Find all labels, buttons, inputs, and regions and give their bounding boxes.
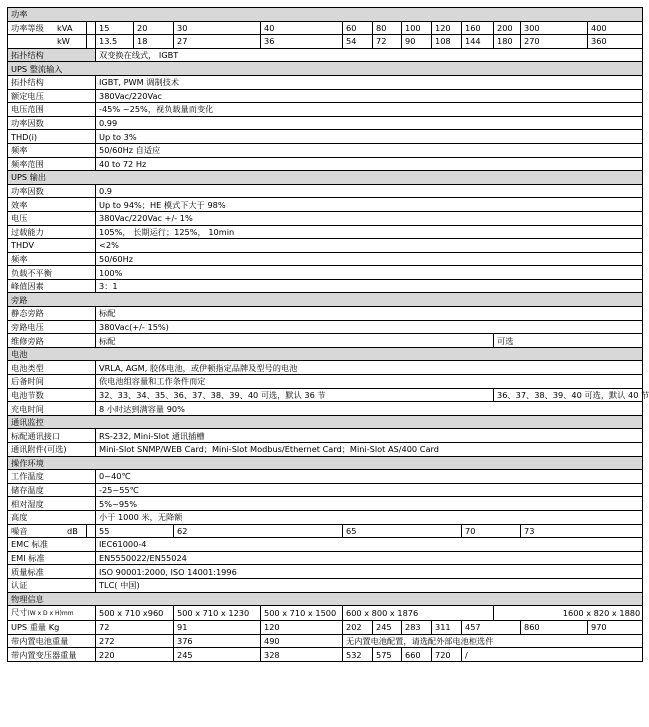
cell: 依电池组容量和工作条件而定	[96, 375, 643, 389]
cell: 标配	[96, 334, 494, 348]
cell: Up to 3%	[96, 130, 643, 144]
row-label: UPS 重量 Kg	[8, 621, 96, 635]
cell: 72	[373, 35, 402, 49]
row-label: 过载能力	[8, 225, 96, 239]
cell: 575	[373, 648, 402, 662]
topology-row	[8, 48, 643, 62]
spec-row	[8, 578, 643, 592]
cell: 120	[432, 21, 462, 35]
spec-row	[8, 89, 643, 103]
spec-row	[8, 307, 643, 321]
cell	[87, 524, 96, 538]
spec-row	[8, 266, 643, 280]
section-title: UPS 整流输入	[8, 62, 643, 76]
cell: 380Vac/220Vac +/- 1%	[96, 211, 643, 225]
spec-row	[8, 334, 643, 348]
row-label: 额定电压	[8, 89, 96, 103]
cell: 245	[373, 621, 402, 635]
cell: 245	[174, 648, 261, 662]
cell: 860	[521, 621, 588, 635]
cell: 220	[96, 648, 174, 662]
cell: 200	[494, 21, 521, 35]
row-label: 静态旁路	[8, 307, 96, 321]
cell: <2%	[96, 239, 643, 253]
cell: 标配	[96, 307, 643, 321]
row-label: 维修旁路	[8, 334, 96, 348]
spec-table	[7, 7, 649, 662]
cell: /	[462, 648, 643, 662]
row-label: THD(i)	[8, 130, 96, 144]
spec-row	[8, 239, 643, 253]
row-label: 频率	[8, 252, 96, 266]
section-title: 通讯监控	[8, 415, 643, 429]
spec-row	[8, 510, 643, 524]
cell: 457	[462, 621, 521, 635]
cell: 108	[432, 35, 462, 49]
cell: 32、33、34、35、36、37、38、39、40 可选，默认 36 节	[96, 388, 494, 402]
cell: 5%~95%	[96, 497, 643, 511]
cell: Mini-Slot SNMP/WEB Card；Mini-Slot Modbus/Ethernet Card；Mini-Slot AS/400 Card	[96, 443, 643, 457]
cell: 3：1	[96, 279, 643, 293]
transformer-weight-row	[8, 648, 643, 662]
spec-row	[8, 538, 643, 552]
row-label: 拓扑结构	[8, 48, 96, 62]
spec-row	[8, 279, 643, 293]
cell: 91	[174, 621, 261, 635]
cell: 20	[134, 21, 174, 35]
row-label: 电池节数	[8, 388, 96, 402]
cell: 27	[174, 35, 261, 49]
cell: EN5550022/EN55024	[96, 551, 643, 565]
row-label: EMI 标准	[8, 551, 96, 565]
cell: 80	[373, 21, 402, 35]
spec-row	[8, 565, 643, 579]
cell: -45% ~25%，视负载量而变化	[96, 103, 643, 117]
cell: 13.5	[96, 35, 134, 49]
spec-row	[8, 429, 643, 443]
cell: 180	[494, 35, 521, 49]
cell: 36	[261, 35, 343, 49]
cell: 380Vac/220Vac	[96, 89, 643, 103]
cell: 532	[343, 648, 373, 662]
row-label: 质量标准	[8, 565, 96, 579]
spec-row	[8, 443, 643, 457]
cell: 202	[343, 621, 373, 635]
section-ups-output	[8, 171, 643, 185]
cell: 65	[343, 524, 462, 538]
cell: 660	[402, 648, 432, 662]
section-title: 操作环境	[8, 456, 643, 470]
cell: 376	[174, 634, 261, 648]
spec-row	[8, 143, 643, 157]
section-ups-input	[8, 62, 643, 76]
spec-row	[8, 252, 643, 266]
cell: 490	[261, 634, 343, 648]
cell: 600 x 800 x 1876	[343, 606, 494, 621]
cell: 50/60Hz	[96, 252, 643, 266]
row-label: EMC 标准	[8, 538, 96, 552]
spec-row	[8, 184, 643, 198]
row-label: 充电时间	[8, 402, 96, 416]
row-label: THDV	[8, 239, 96, 253]
spec-row	[8, 388, 643, 402]
cell: 36、37、38、39、40 可选，默认 40 节	[494, 388, 643, 402]
spec-row	[8, 320, 643, 334]
spec-sheet	[7, 7, 649, 662]
section-bypass	[8, 293, 643, 307]
row-label: 工作温度	[8, 470, 96, 484]
row-label: 功率等级 kVA	[8, 21, 87, 35]
cell: -25~55℃	[96, 483, 643, 497]
spec-row	[8, 361, 643, 375]
cell: 500 x 710 x 1230	[174, 606, 261, 621]
section-title: UPS 输出	[8, 171, 643, 185]
spec-row	[8, 375, 643, 389]
spec-row	[8, 211, 643, 225]
spec-row	[8, 116, 643, 130]
spec-row	[8, 130, 643, 144]
cell: 18	[134, 35, 174, 49]
cell: 60	[343, 21, 373, 35]
cell: 54	[343, 35, 373, 49]
row-label: 负载不平衡	[8, 266, 96, 280]
section-physical	[8, 592, 643, 606]
cell: 100	[402, 21, 432, 35]
cell: 380Vac(+/- 15%)	[96, 320, 643, 334]
cell: Up to 94%；HE 模式下大于 98%	[96, 198, 643, 212]
cell: 400	[588, 21, 643, 35]
cell: 15	[96, 21, 134, 35]
spec-row	[8, 402, 643, 416]
row-label: 带内置电池重量	[8, 634, 96, 648]
spec-row	[8, 551, 643, 565]
cell: 105%， 长期运行；125%， 10min	[96, 225, 643, 239]
noise-row	[8, 524, 643, 538]
weight-row	[8, 621, 643, 635]
row-label: 电压范围	[8, 103, 96, 117]
row-label: kW	[8, 35, 87, 49]
cell: 100%	[96, 266, 643, 280]
row-label: 电压	[8, 211, 96, 225]
spec-row	[8, 198, 643, 212]
spec-row	[8, 75, 643, 89]
cell: 72	[96, 621, 174, 635]
cell	[87, 21, 96, 35]
cell: 144	[462, 35, 494, 49]
cell: 970	[588, 621, 643, 635]
section-title: 电池	[8, 347, 643, 361]
cell: 无内置电池配置，请选配外部电池柜选件	[343, 634, 643, 648]
cell: 0.9	[96, 184, 643, 198]
row-label: 通讯附件(可选)	[8, 443, 96, 457]
cell: 720	[432, 648, 462, 662]
cell: 160	[462, 21, 494, 35]
row-label: 带内置变压器重量	[8, 648, 96, 662]
spec-row	[8, 497, 643, 511]
row-label: 功率因数	[8, 184, 96, 198]
spec-row	[8, 103, 643, 117]
cell: 500 x 710 x960	[96, 606, 174, 621]
row-label: 噪音 dB	[8, 524, 87, 538]
row-label: 频率范围	[8, 157, 96, 171]
section-title: 旁路	[8, 293, 643, 307]
cell: 双变换在线式， IGBT	[96, 48, 643, 62]
row-label: 相对湿度	[8, 497, 96, 511]
cell: 55	[96, 524, 174, 538]
cell: TLC( 中国)	[96, 578, 643, 592]
cell: 328	[261, 648, 343, 662]
power-kva-row	[8, 21, 643, 35]
cell: 1600 x 820 x 1880	[494, 606, 643, 621]
cell: ISO 90001:2000, ISO 14001:1996	[96, 565, 643, 579]
power-kw-row	[8, 35, 643, 49]
row-label: 电池类型	[8, 361, 96, 375]
row-label: 拓扑结构	[8, 75, 96, 89]
spec-row	[8, 225, 643, 239]
cell: 40 to 72 Hz	[96, 157, 643, 171]
section-title: 物理信息	[8, 592, 643, 606]
row-label: 尺寸(W x D x H)mm	[8, 606, 96, 621]
row-label: 效率	[8, 198, 96, 212]
spec-row	[8, 470, 643, 484]
cell: 272	[96, 634, 174, 648]
cell: IEC61000-4	[96, 538, 643, 552]
cell: 50/60Hz 自适应	[96, 143, 643, 157]
cell: 311	[432, 621, 462, 635]
row-label: 认证	[8, 578, 96, 592]
cell: 73	[521, 524, 643, 538]
cell: 90	[402, 35, 432, 49]
section-battery	[8, 347, 643, 361]
row-label: 标配通讯接口	[8, 429, 96, 443]
cell: 120	[261, 621, 343, 635]
cell: 360	[588, 35, 643, 49]
cell: 0~40℃	[96, 470, 643, 484]
spec-row	[8, 483, 643, 497]
cell: 70	[462, 524, 521, 538]
row-label: 频率	[8, 143, 96, 157]
cell: RS-232, Mini-Slot 通讯插槽	[96, 429, 643, 443]
row-label: 储存温度	[8, 483, 96, 497]
row-label: 旁路电压	[8, 320, 96, 334]
cell: 小于 1000 米，无降额	[96, 510, 643, 524]
row-label: 高度	[8, 510, 96, 524]
cell: 62	[174, 524, 343, 538]
section-power	[8, 8, 643, 22]
row-label: 功率因数	[8, 116, 96, 130]
section-comms	[8, 415, 643, 429]
row-label: 峰值因素	[8, 279, 96, 293]
cell: 可选	[494, 334, 643, 348]
row-label: 后备时间	[8, 375, 96, 389]
spec-row	[8, 157, 643, 171]
cell: 283	[402, 621, 432, 635]
cell: 8 小时达到满容量 90%	[96, 402, 643, 416]
cell: VRLA, AGM, 胶体电池，或伊顿指定品牌及型号的电池	[96, 361, 643, 375]
size-row	[8, 606, 643, 621]
cell: 500 x 710 x 1500	[261, 606, 343, 621]
cell: 300	[521, 21, 588, 35]
cell: 270	[521, 35, 588, 49]
cell	[87, 35, 96, 49]
section-environment	[8, 456, 643, 470]
battery-weight-row	[8, 634, 643, 648]
cell: 40	[261, 21, 343, 35]
section-title: 功率	[8, 8, 643, 22]
cell: IGBT, PWM 调制技术	[96, 75, 643, 89]
cell: 0.99	[96, 116, 643, 130]
cell: 30	[174, 21, 261, 35]
